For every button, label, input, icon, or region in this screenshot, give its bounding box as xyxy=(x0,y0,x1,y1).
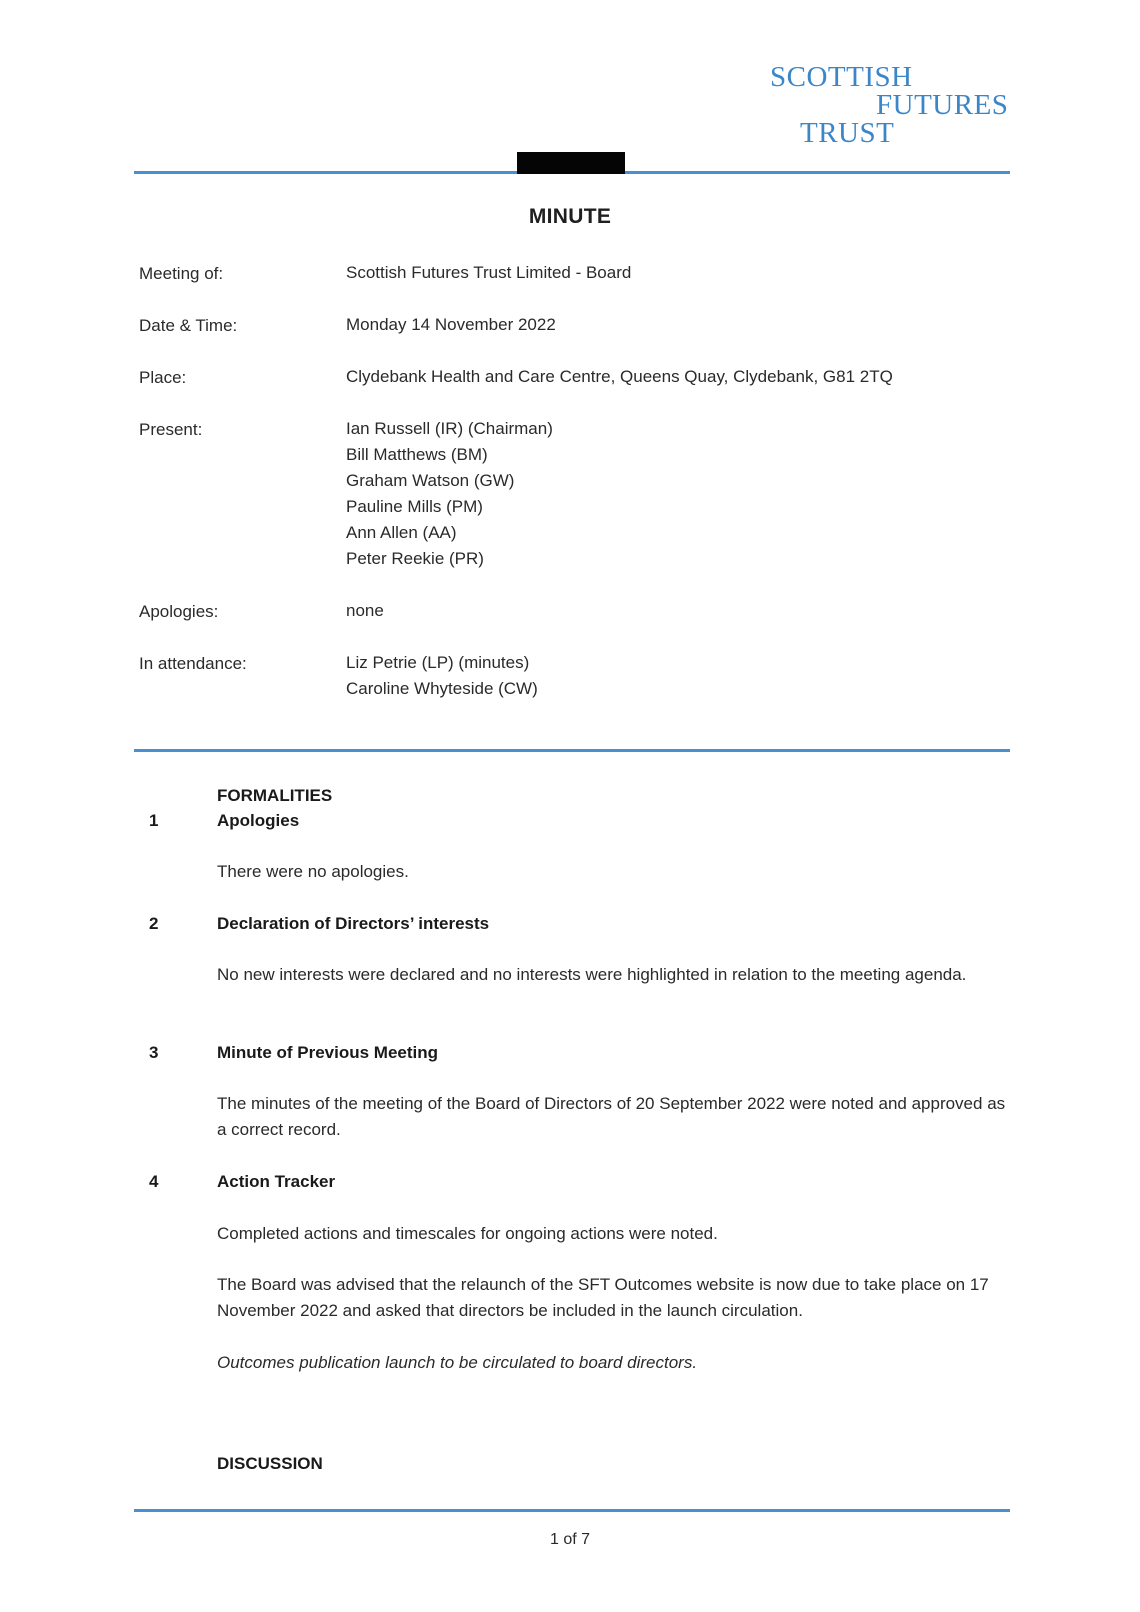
item-title: Minute of Previous Meeting xyxy=(217,1043,439,1062)
item-paragraph: No new interests were declared and no interests were highlighted in relation to the meeting agenda. xyxy=(217,965,967,984)
present-attendee: Ann Allen (AA) xyxy=(346,523,457,542)
present-attendee: Ian Russell (IR) (Chairman) xyxy=(346,419,553,438)
place-label: Place: xyxy=(139,368,187,387)
item-paragraph: Completed actions and timescales for ongoing actions were noted. xyxy=(217,1224,718,1243)
item-paragraph: The Board was advised that the relaunch of the SFT Outcomes website is now due to take place on 17 November 2022 and asked that directors be included in the launch circulation. xyxy=(217,1275,989,1320)
logo-line-1: SCOTTISH xyxy=(770,61,913,93)
present-label: Present: xyxy=(139,420,203,439)
scottish-futures-trust-logo xyxy=(770,60,1010,150)
present-list xyxy=(346,416,553,572)
item-number: 1 xyxy=(149,811,159,830)
meeting-value: Scottish Futures Trust Limited - Board xyxy=(346,263,632,282)
section-divider xyxy=(134,749,1010,752)
item-paragraph: There were no apologies. xyxy=(217,862,409,881)
attendance-label: In attendance: xyxy=(139,654,247,673)
present-attendee: Graham Watson (GW) xyxy=(346,471,515,490)
action-note: Outcomes publication launch to be circulated to board directors. xyxy=(217,1353,698,1372)
apologies-label: Apologies: xyxy=(139,602,219,621)
present-attendee: Peter Reekie (PR) xyxy=(346,549,484,568)
item-title: Declaration of Directors’ interests xyxy=(217,914,490,933)
page-number: 1 of 7 xyxy=(549,1531,591,1548)
document-title: MINUTE xyxy=(528,205,612,228)
attendance-person: Liz Petrie (LP) (minutes) xyxy=(346,653,530,672)
logo-line-3: TRUST xyxy=(800,117,895,149)
footer-divider xyxy=(134,1509,1010,1512)
discussion-heading: DISCUSSION xyxy=(217,1454,323,1473)
attendance-list xyxy=(346,650,538,702)
present-attendee: Bill Matthews (BM) xyxy=(346,445,488,464)
item-paragraph: The minutes of the meeting of the Board of Directors of 20 September 2022 were noted and approved as a correct record. xyxy=(217,1094,1006,1139)
apologies-value: none xyxy=(346,601,384,620)
datetime-value: Monday 14 November 2022 xyxy=(346,315,556,334)
attendance-person: Caroline Whyteside (CW) xyxy=(346,679,538,698)
place-value: Clydebank Health and Care Centre, Queens Quay, Clydebank, G81 2TQ xyxy=(346,367,893,386)
item-number: 4 xyxy=(149,1172,159,1191)
redaction-block xyxy=(517,152,625,174)
logo-line-2: FUTURES xyxy=(876,89,1009,121)
item-number: 3 xyxy=(149,1043,159,1062)
item-title: Action Tracker xyxy=(217,1172,336,1191)
present-attendee: Pauline Mills (PM) xyxy=(346,497,483,516)
datetime-label: Date & Time: xyxy=(139,316,238,335)
item-title: Apologies xyxy=(217,811,300,830)
formalities-heading: FORMALITIES xyxy=(217,786,333,805)
meeting-label: Meeting of: xyxy=(139,264,224,283)
item-number: 2 xyxy=(149,914,159,933)
